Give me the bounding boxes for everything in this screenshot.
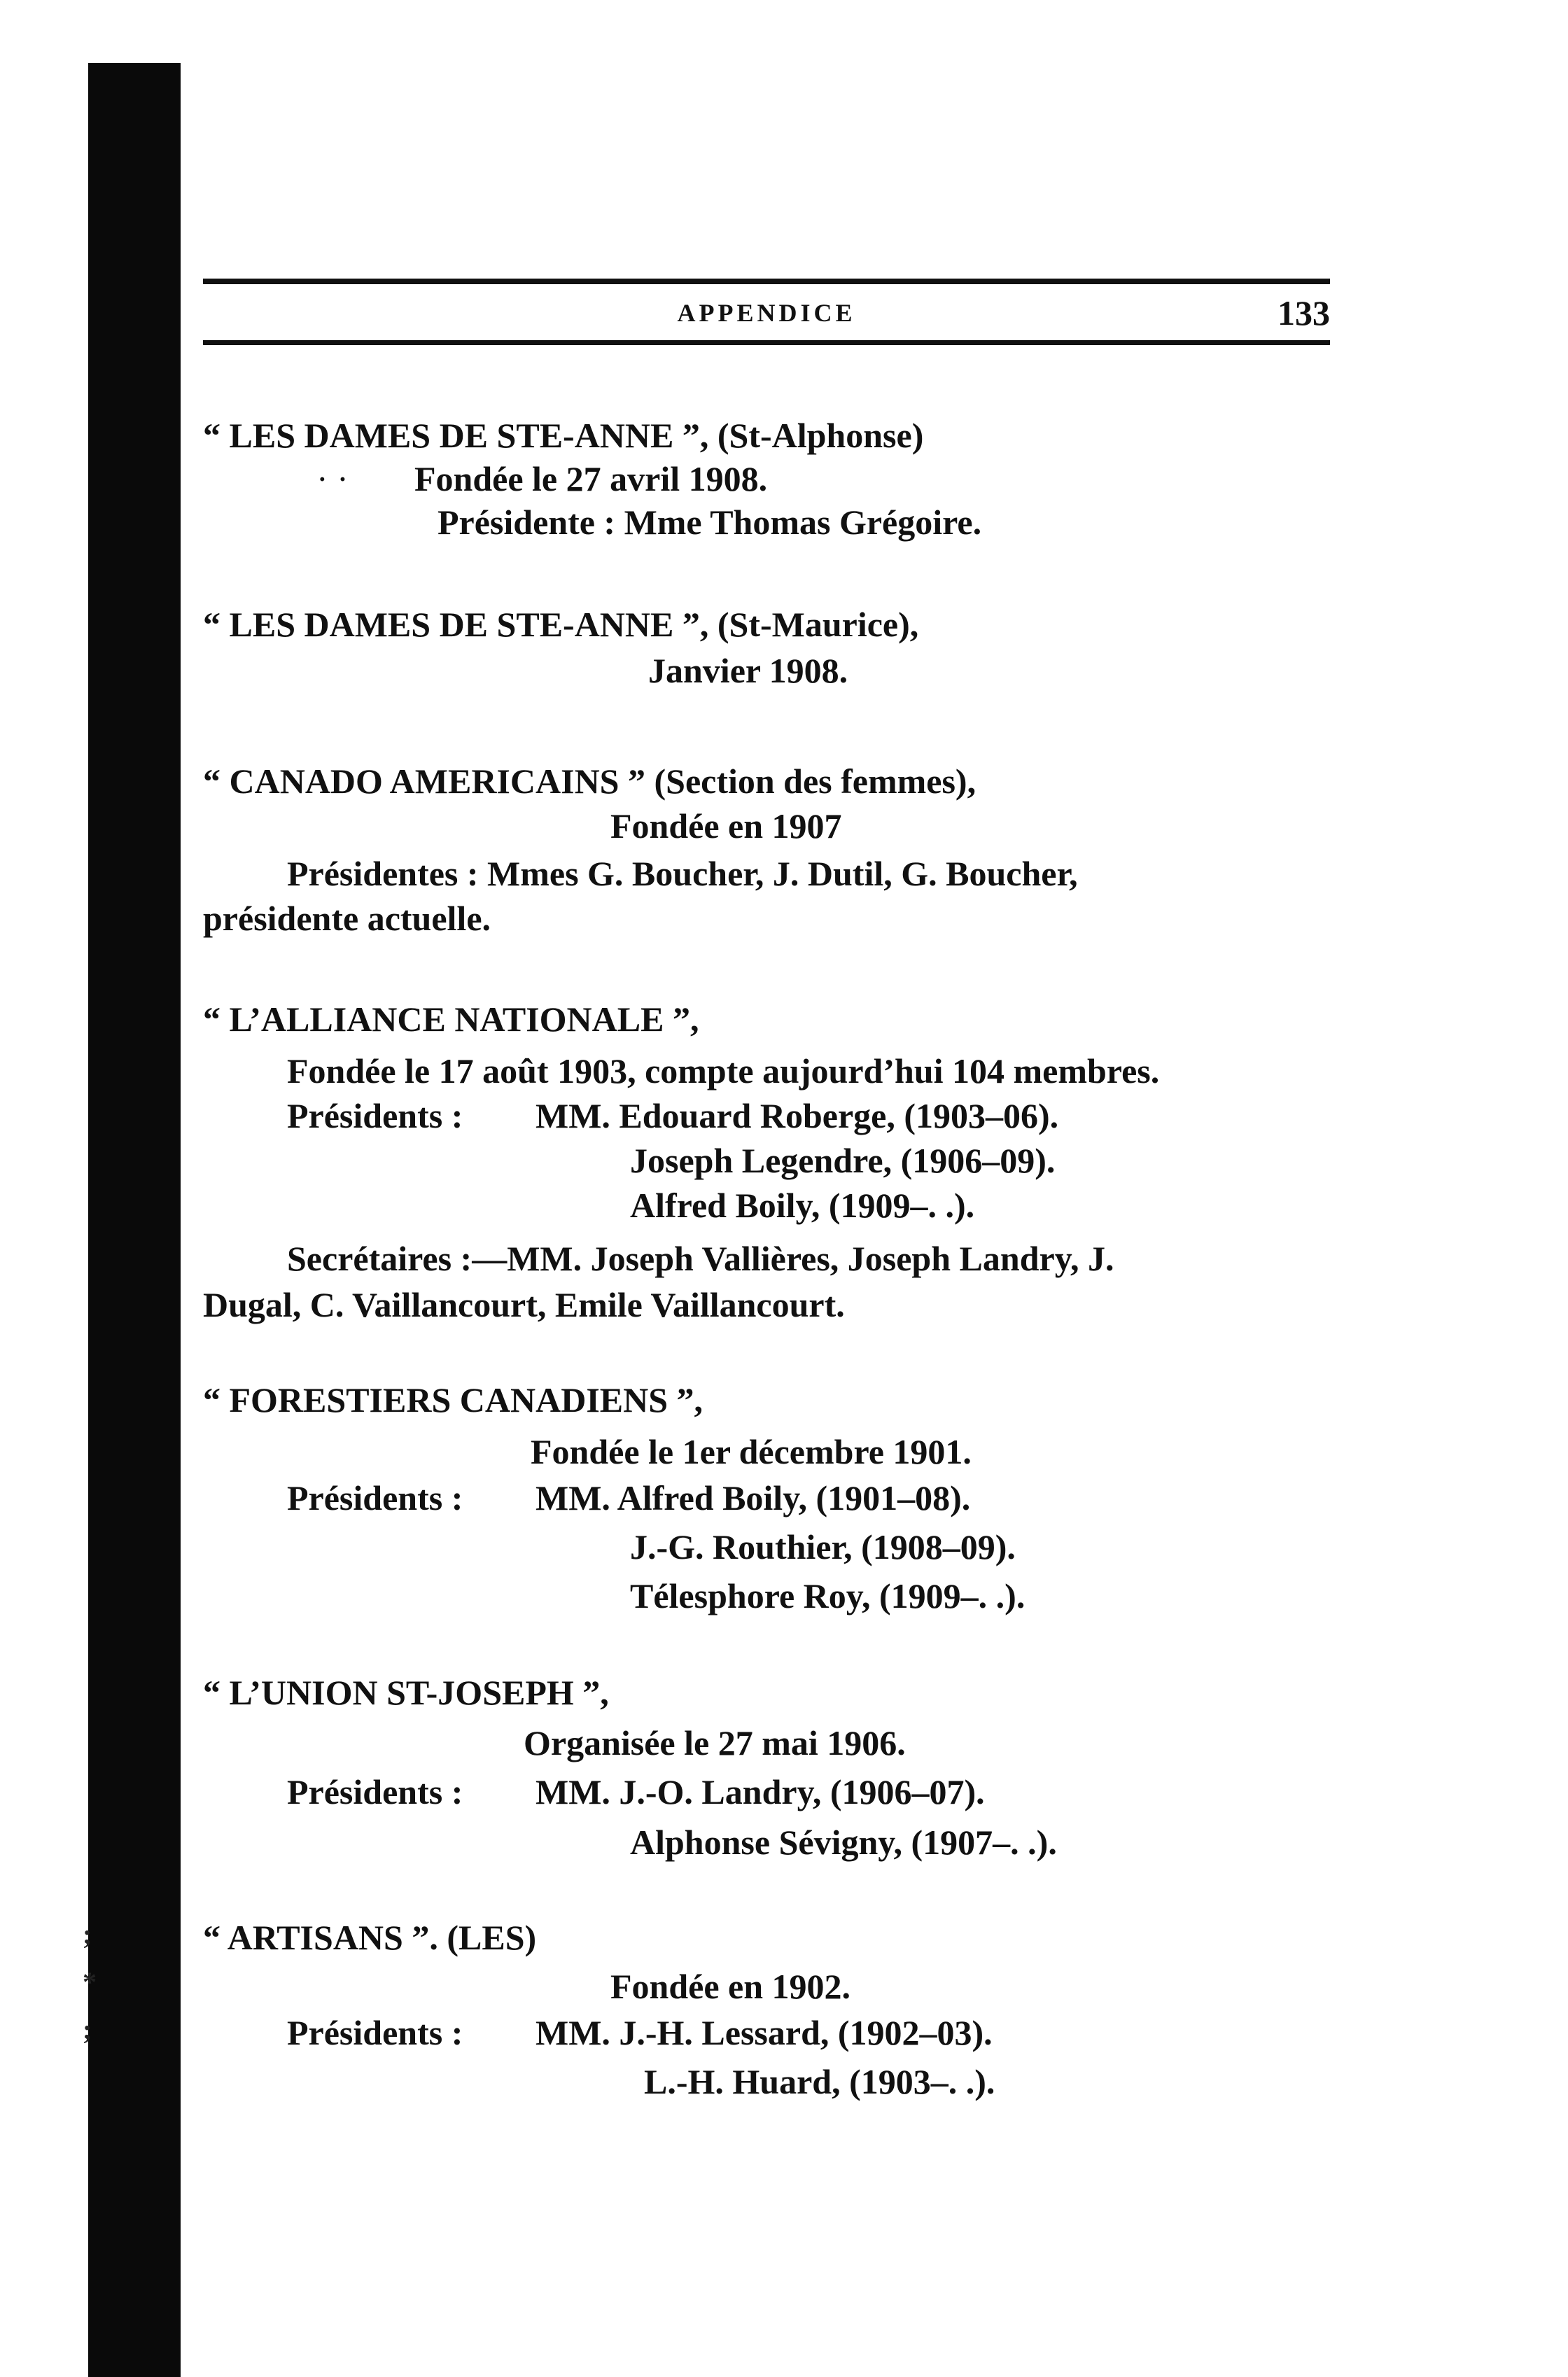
president-entry: Joseph Legendre, (1906–09).	[630, 1141, 1056, 1180]
presidents-line	[287, 1095, 1058, 1137]
section-title: “ L’ALLIANCE NATIONALE ”,	[203, 1000, 699, 1039]
running-head	[203, 293, 1330, 335]
secretaries-line: Secrétaires :—MM. Joseph Vallières, Joseph Landry, J.	[287, 1239, 1114, 1278]
founded-line	[316, 458, 767, 500]
section-title: “ LES DAMES DE STE-ANNE ”, (St-Maurice),	[203, 605, 919, 644]
book-binding-shadow	[88, 63, 181, 2377]
running-title: APPENDICE	[677, 299, 856, 327]
presidents-line	[287, 1771, 985, 1813]
book-page	[203, 0, 1330, 2377]
president-entry: Alphonse Sévigny, (1907–. .).	[630, 1823, 1057, 1862]
presidents-line: Présidentes : Mmes G. Boucher, J. Dutil, G. Boucher,	[287, 854, 1078, 893]
president-entry: L.-H. Huard, (1903–. .).	[644, 2062, 995, 2101]
section-title: “ LES DAMES DE STE-ANNE ”, (St-Alphonse)	[203, 416, 924, 455]
president-entry: MM. Alfred Boily, (1901–08).	[536, 1478, 971, 1517]
margin-mark: ;	[83, 2014, 92, 2045]
header-rule-bottom	[203, 340, 1330, 345]
page-number: 133	[1278, 293, 1330, 332]
margin-mark: *	[83, 1966, 97, 1998]
president-entry: Alfred Boily, (1909–. .).	[630, 1186, 975, 1225]
section-title: “ L’UNION ST-JOSEPH ”,	[203, 1673, 609, 1712]
date-line: Janvier 1908.	[648, 651, 848, 690]
founded-text: Fondée le 27 avril 1908.	[414, 459, 768, 498]
presidents-label: Présidents :	[287, 2013, 463, 2052]
president-entry: J.-G. Routhier, (1908–09).	[630, 1527, 1016, 1566]
founded-dots: · ·	[316, 459, 349, 498]
margin-mark: ;	[83, 1919, 92, 1950]
founded-line: Fondée en 1902.	[610, 1967, 851, 2006]
president-entry: MM. Edouard Roberge, (1903–06).	[536, 1096, 1059, 1135]
presidents-label: Présidents :	[287, 1772, 463, 1811]
president-entry: MM. J.-O. Landry, (1906–07).	[536, 1772, 985, 1811]
secretaries-continuation: Dugal, C. Vaillancourt, Emile Vaillancourt.	[203, 1285, 845, 1324]
president-entry: Télesphore Roy, (1909–. .).	[630, 1576, 1026, 1615]
presidents-line	[287, 2012, 993, 2054]
president-line: Présidente : Mme Thomas Grégoire.	[438, 503, 982, 542]
presidents-label: Présidents :	[287, 1096, 463, 1135]
presidents-label: Présidents :	[287, 1478, 463, 1517]
section-title: “ FORESTIERS CANADIENS ”,	[203, 1380, 704, 1419]
founded-line: Fondée le 17 août 1903, compte aujourd’hui 104 membres.	[287, 1051, 1160, 1091]
section-title: “ CANADO AMERICAINS ” (Section des femmes),	[203, 762, 976, 801]
section-title: “ ARTISANS ”. (LES)	[203, 1918, 537, 1957]
president-entry: MM. J.-H. Lessard, (1902–03).	[536, 2013, 993, 2052]
founded-line: Fondée le 1er décembre 1901.	[531, 1432, 972, 1471]
header-rule-top	[203, 279, 1330, 284]
presidents-continuation: présidente actuelle.	[203, 899, 491, 938]
founded-line: Fondée en 1907	[610, 806, 842, 846]
founded-line: Organisée le 27 mai 1906.	[524, 1723, 906, 1762]
presidents-line	[287, 1477, 970, 1519]
